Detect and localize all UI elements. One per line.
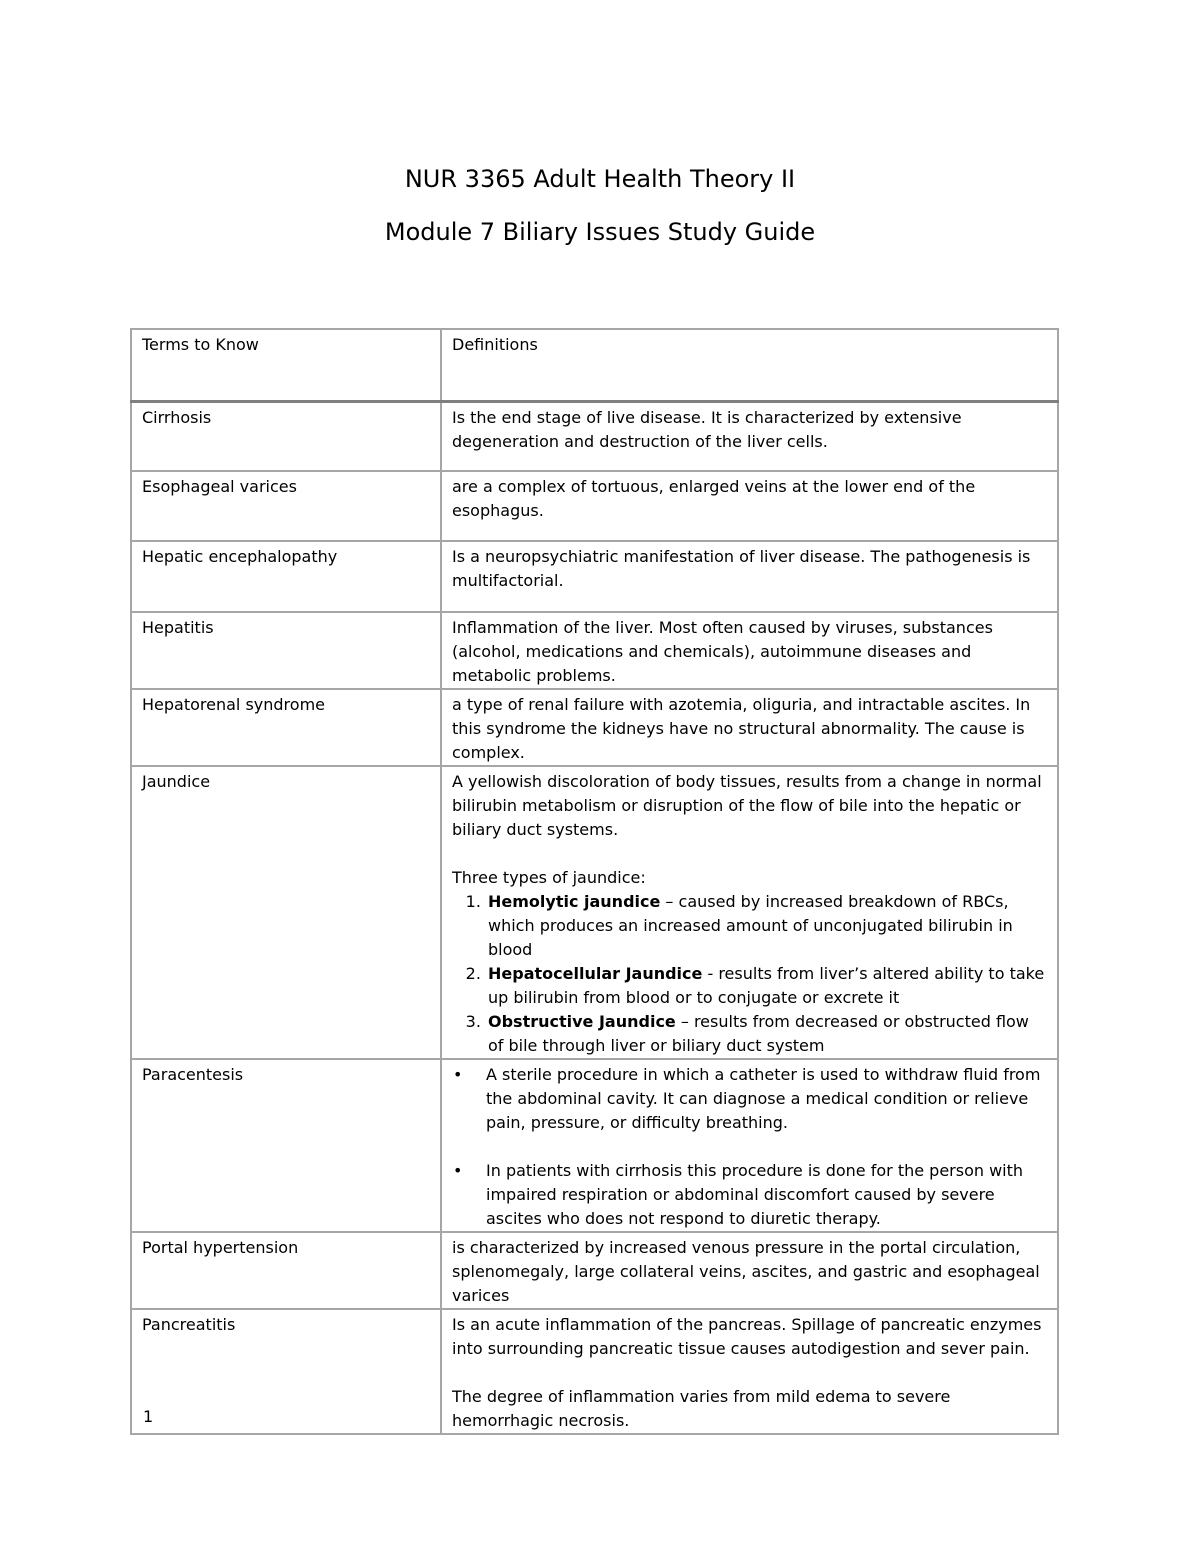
term-cell: Esophageal varices [131, 471, 441, 541]
term-cell: Paracentesis [131, 1059, 441, 1232]
term-cell: Portal hypertension [131, 1232, 441, 1309]
table-row [131, 1059, 1058, 1232]
type-name: Obstructive Jaundice [488, 1012, 676, 1031]
document-subtitle: Module 7 Biliary Issues Study Guide [384, 218, 816, 246]
bullet-icon: • [453, 1161, 463, 1180]
term-cell: Hepatitis [131, 612, 441, 689]
column-header-definitions: Definitions [441, 329, 1058, 401]
list-item: • In patients with cirrhosis this procedure is done for the person with impaired respiration or abdominal discomfort caused by severe ascites who does not respond to diuretic therapy. [453, 1161, 1024, 1228]
definition-cell: is characterized by increased venous pressure in the portal circulation, splenomegaly, large collateral veins, ascites, and gastric and esophageal varices [441, 1232, 1058, 1309]
bullet-icon: • [453, 1065, 463, 1084]
list-item: • A sterile procedure in which a catheter is used to withdraw fluid from the abdominal cavity. It can diagnose a medical condition or relieve pain, pressure, or difficulty breathing. [453, 1065, 1041, 1132]
term-cell: Hepatic encephalopathy [131, 541, 441, 612]
term-cell: Cirrhosis [131, 401, 441, 471]
definition-cell: a type of renal failure with azotemia, oliguria, and intractable ascites. In this syndrome the kidneys have no structural abnormality. The cause is complex. [441, 689, 1058, 766]
table-row [131, 689, 1058, 766]
table-row [131, 1232, 1058, 1309]
type-description: - results from liver’s altered ability to take up bilirubin from blood or to conjugate or excrete it [488, 964, 1045, 1007]
list-item [486, 1010, 1047, 1058]
table-row [131, 401, 1058, 471]
jaundice-types-list [452, 890, 1047, 1058]
jaundice-definition: A yellowish discoloration of body tissues, results from a change in normal bilirubin metabolism or disruption of the flow of bile into the hepatic or biliary duct systems. [452, 772, 1042, 839]
table-row [131, 471, 1058, 541]
table-row [131, 612, 1058, 689]
definition-cell [441, 1059, 1058, 1232]
term-cell: Hepatorenal syndrome [131, 689, 441, 766]
list-item [486, 890, 1047, 962]
definition-cell: Is the end stage of live disease. It is characterized by extensive degeneration and destruction of the liver cells. [441, 401, 1058, 471]
definition-cell: Inflammation of the liver. Most often caused by viruses, substances (alcohol, medications and chemicals), autoimmune diseases and metabolic problems. [441, 612, 1058, 689]
type-description: – caused by increased breakdown of RBCs, which produces an increased amount of unconjugated bilirubin in blood [488, 892, 1013, 959]
definition-cell: are a complex of tortuous, enlarged veins at the lower end of the esophagus. [441, 471, 1058, 541]
column-header-terms: Terms to Know [131, 329, 441, 401]
type-description: – results from decreased or obstructed flow of bile through liver or biliary duct system [488, 1012, 1029, 1055]
jaundice-types-intro: Three types of jaundice: [452, 868, 646, 887]
table-header-row [131, 329, 1058, 401]
page-number: 1 [143, 1407, 154, 1426]
term-cell: Pancreatitis [131, 1309, 441, 1434]
term-cell: Jaundice [131, 766, 441, 1059]
definition-cell [441, 1309, 1058, 1434]
paracentesis-bullets [452, 1063, 1047, 1231]
table-row [131, 541, 1058, 612]
type-name: Hemolytic jaundice [488, 892, 661, 911]
terms-table [130, 328, 1059, 1435]
pancreatitis-definition-2: The degree of inflammation varies from mild edema to severe hemorrhagic necrosis. [452, 1387, 951, 1430]
table-row [131, 1309, 1058, 1434]
pancreatitis-definition: Is an acute inflammation of the pancreas. Spillage of pancreatic enzymes into surrounding pancreatic tissue causes autodigestion and sever pain. [452, 1315, 1042, 1358]
type-name: Hepatocellular Jaundice [488, 964, 703, 983]
document-title: NUR 3365 Adult Health Theory II [404, 165, 796, 193]
definition-cell [441, 766, 1058, 1059]
list-item [486, 962, 1047, 1010]
table-row [131, 766, 1058, 1059]
definition-cell: Is a neuropsychiatric manifestation of liver disease. The pathogenesis is multifactorial. [441, 541, 1058, 612]
